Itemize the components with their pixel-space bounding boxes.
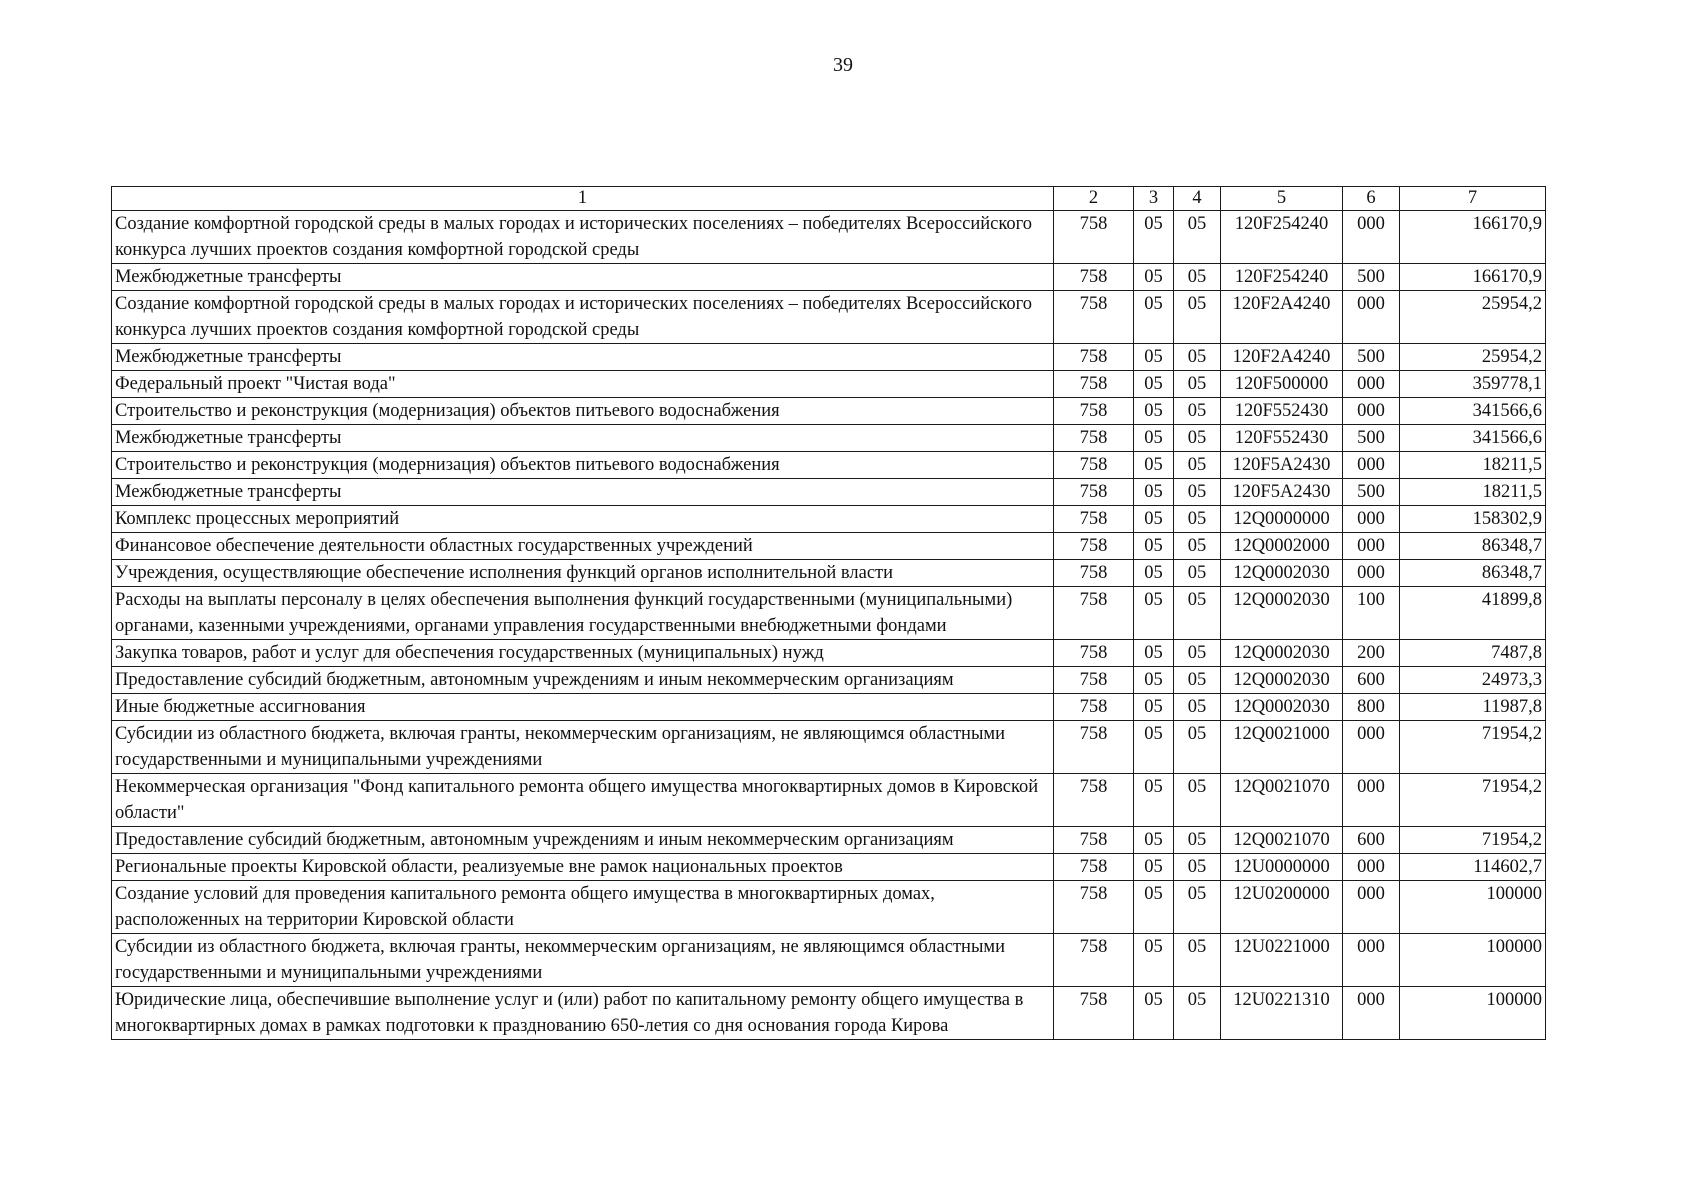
ministry-code-cell: 758 xyxy=(1054,452,1134,479)
subsection-cell: 05 xyxy=(1174,452,1221,479)
table-row xyxy=(112,987,1546,1040)
expense-type-cell: 600 xyxy=(1343,667,1400,694)
target-article-cell: 120F5A2430 xyxy=(1221,479,1343,506)
amount-cell: 86348,7 xyxy=(1400,533,1546,560)
section-cell: 05 xyxy=(1134,827,1174,854)
section-cell: 05 xyxy=(1134,881,1174,934)
amount-cell: 86348,7 xyxy=(1400,560,1546,587)
row-name-cell: Закупка товаров, работ и услуг для обеспечения государственных (муниципальных) нужд xyxy=(112,640,1054,667)
table-row xyxy=(112,640,1546,667)
target-article-cell: 120F500000 xyxy=(1221,371,1343,398)
row-name-cell: Строительство и реконструкция (модернизация) объектов питьевого водоснабжения xyxy=(112,452,1054,479)
ministry-code-cell: 758 xyxy=(1054,560,1134,587)
subsection-cell: 05 xyxy=(1174,827,1221,854)
table-row xyxy=(112,291,1546,344)
subsection-cell: 05 xyxy=(1174,291,1221,344)
table-row xyxy=(112,934,1546,987)
amount-cell: 25954,2 xyxy=(1400,344,1546,371)
amount-cell: 71954,2 xyxy=(1400,827,1546,854)
row-name-cell: Некоммерческая организация "Фонд капитального ремонта общего имущества многоквартирных домов в Кировской области" xyxy=(112,774,1054,827)
table-row xyxy=(112,452,1546,479)
expense-type-cell: 000 xyxy=(1343,560,1400,587)
section-cell: 05 xyxy=(1134,934,1174,987)
subsection-cell: 05 xyxy=(1174,425,1221,452)
subsection-cell: 05 xyxy=(1174,881,1221,934)
row-name-cell: Предоставление субсидий бюджетным, автономным учреждениям и иным некоммерческим организациям xyxy=(112,827,1054,854)
subsection-cell: 05 xyxy=(1174,987,1221,1040)
section-cell: 05 xyxy=(1134,587,1174,640)
ministry-code-cell: 758 xyxy=(1054,881,1134,934)
ministry-code-cell: 758 xyxy=(1054,479,1134,506)
target-article-cell: 120F552430 xyxy=(1221,425,1343,452)
expense-type-cell: 000 xyxy=(1343,934,1400,987)
subsection-cell: 05 xyxy=(1174,371,1221,398)
expense-type-cell: 500 xyxy=(1343,264,1400,291)
ministry-code-cell: 758 xyxy=(1054,425,1134,452)
expense-type-cell: 000 xyxy=(1343,721,1400,774)
section-cell: 05 xyxy=(1134,452,1174,479)
section-cell: 05 xyxy=(1134,344,1174,371)
row-name-cell: Финансовое обеспечение деятельности областных государственных учреждений xyxy=(112,533,1054,560)
expense-type-cell: 000 xyxy=(1343,987,1400,1040)
ministry-code-cell: 758 xyxy=(1054,264,1134,291)
table-row xyxy=(112,533,1546,560)
expense-type-cell: 500 xyxy=(1343,479,1400,506)
header-col-5: 5 xyxy=(1221,187,1343,211)
header-col-4: 4 xyxy=(1174,187,1221,211)
subsection-cell: 05 xyxy=(1174,344,1221,371)
amount-cell: 18211,5 xyxy=(1400,479,1546,506)
ministry-code-cell: 758 xyxy=(1054,667,1134,694)
section-cell: 05 xyxy=(1134,560,1174,587)
section-cell: 05 xyxy=(1134,479,1174,506)
table-row xyxy=(112,881,1546,934)
target-article-cell: 12Q0000000 xyxy=(1221,506,1343,533)
ministry-code-cell: 758 xyxy=(1054,587,1134,640)
amount-cell: 158302,9 xyxy=(1400,506,1546,533)
amount-cell: 341566,6 xyxy=(1400,425,1546,452)
section-cell: 05 xyxy=(1134,533,1174,560)
ministry-code-cell: 758 xyxy=(1054,371,1134,398)
expense-type-cell: 500 xyxy=(1343,425,1400,452)
row-name-cell: Межбюджетные трансферты xyxy=(112,425,1054,452)
target-article-cell: 120F254240 xyxy=(1221,264,1343,291)
expense-type-cell: 600 xyxy=(1343,827,1400,854)
ministry-code-cell: 758 xyxy=(1054,721,1134,774)
header-col-2: 2 xyxy=(1054,187,1134,211)
header-row xyxy=(112,187,1546,211)
expense-type-cell: 100 xyxy=(1343,587,1400,640)
expense-type-cell: 000 xyxy=(1343,533,1400,560)
subsection-cell: 05 xyxy=(1174,774,1221,827)
table-row xyxy=(112,774,1546,827)
ministry-code-cell: 758 xyxy=(1054,344,1134,371)
table-row xyxy=(112,506,1546,533)
subsection-cell: 05 xyxy=(1174,533,1221,560)
table-row xyxy=(112,398,1546,425)
subsection-cell: 05 xyxy=(1174,506,1221,533)
subsection-cell: 05 xyxy=(1174,640,1221,667)
ministry-code-cell: 758 xyxy=(1054,934,1134,987)
subsection-cell: 05 xyxy=(1174,479,1221,506)
section-cell: 05 xyxy=(1134,371,1174,398)
expense-type-cell: 000 xyxy=(1343,881,1400,934)
target-article-cell: 12Q0021070 xyxy=(1221,774,1343,827)
amount-cell: 359778,1 xyxy=(1400,371,1546,398)
ministry-code-cell: 758 xyxy=(1054,827,1134,854)
subsection-cell: 05 xyxy=(1174,211,1221,264)
ministry-code-cell: 758 xyxy=(1054,640,1134,667)
target-article-cell: 12Q0002030 xyxy=(1221,587,1343,640)
amount-cell: 24973,3 xyxy=(1400,667,1546,694)
row-name-cell: Субсидии из областного бюджета, включая гранты, некоммерческим организациям, не являющимся областными государственными и муниципальными учреждениями xyxy=(112,721,1054,774)
section-cell: 05 xyxy=(1134,264,1174,291)
amount-cell: 11987,8 xyxy=(1400,694,1546,721)
table-row xyxy=(112,721,1546,774)
row-name-cell: Комплекс процессных мероприятий xyxy=(112,506,1054,533)
ministry-code-cell: 758 xyxy=(1054,694,1134,721)
ministry-code-cell: 758 xyxy=(1054,533,1134,560)
table-row xyxy=(112,344,1546,371)
ministry-code-cell: 758 xyxy=(1054,987,1134,1040)
row-name-cell: Строительство и реконструкция (модернизация) объектов питьевого водоснабжения xyxy=(112,398,1054,425)
section-cell: 05 xyxy=(1134,854,1174,881)
amount-cell: 166170,9 xyxy=(1400,264,1546,291)
row-name-cell: Межбюджетные трансферты xyxy=(112,344,1054,371)
row-name-cell: Региональные проекты Кировской области, реализуемые вне рамок национальных проектов xyxy=(112,854,1054,881)
row-name-cell: Учреждения, осуществляющие обеспечение исполнения функций органов исполнительной власти xyxy=(112,560,1054,587)
section-cell: 05 xyxy=(1134,506,1174,533)
target-article-cell: 12U0200000 xyxy=(1221,881,1343,934)
ministry-code-cell: 758 xyxy=(1054,211,1134,264)
subsection-cell: 05 xyxy=(1174,667,1221,694)
table-row xyxy=(112,560,1546,587)
header-col-3: 3 xyxy=(1134,187,1174,211)
subsection-cell: 05 xyxy=(1174,934,1221,987)
amount-cell: 41899,8 xyxy=(1400,587,1546,640)
section-cell: 05 xyxy=(1134,398,1174,425)
target-article-cell: 120F254240 xyxy=(1221,211,1343,264)
row-name-cell: Создание комфортной городской среды в малых городах и исторических поселениях – победителях Всероссийского конкурса лучших проектов создания комфортной городской среды xyxy=(112,291,1054,344)
row-name-cell: Предоставление субсидий бюджетным, автономным учреждениям и иным некоммерческим организациям xyxy=(112,667,1054,694)
ministry-code-cell: 758 xyxy=(1054,506,1134,533)
row-name-cell: Создание условий для проведения капитального ремонта общего имущества в многоквартирных домах, расположенных на территории Кировской области xyxy=(112,881,1054,934)
target-article-cell: 12Q0002000 xyxy=(1221,533,1343,560)
row-name-cell: Межбюджетные трансферты xyxy=(112,264,1054,291)
table-row xyxy=(112,854,1546,881)
subsection-cell: 05 xyxy=(1174,398,1221,425)
target-article-cell: 12Q0002030 xyxy=(1221,667,1343,694)
expense-type-cell: 000 xyxy=(1343,506,1400,533)
table-row xyxy=(112,694,1546,721)
ministry-code-cell: 758 xyxy=(1054,291,1134,344)
target-article-cell: 120F2A4240 xyxy=(1221,291,1343,344)
header-col-1: 1 xyxy=(112,187,1054,211)
ministry-code-cell: 758 xyxy=(1054,854,1134,881)
target-article-cell: 120F5A2430 xyxy=(1221,452,1343,479)
expense-type-cell: 000 xyxy=(1343,854,1400,881)
table-row xyxy=(112,264,1546,291)
subsection-cell: 05 xyxy=(1174,721,1221,774)
row-name-cell: Юридические лица, обеспечившие выполнение услуг и (или) работ по капитальному ремонту общего имущества в многоквартирных домах в рамках подготовки к празднованию 650-летия со дня основания города Кирова xyxy=(112,987,1054,1040)
amount-cell: 341566,6 xyxy=(1400,398,1546,425)
target-article-cell: 12U0000000 xyxy=(1221,854,1343,881)
amount-cell: 18211,5 xyxy=(1400,452,1546,479)
expense-type-cell: 500 xyxy=(1343,344,1400,371)
table-row xyxy=(112,425,1546,452)
row-name-cell: Расходы на выплаты персоналу в целях обеспечения выполнения функций государственными (муниципальными) органами, казенными учреждениями, органами управления государственными внебюджетными фондами xyxy=(112,587,1054,640)
row-name-cell: Федеральный проект "Чистая вода" xyxy=(112,371,1054,398)
header-col-7: 7 xyxy=(1400,187,1546,211)
subsection-cell: 05 xyxy=(1174,694,1221,721)
amount-cell: 100000 xyxy=(1400,881,1546,934)
target-article-cell: 120F552430 xyxy=(1221,398,1343,425)
target-article-cell: 12Q0021070 xyxy=(1221,827,1343,854)
expense-type-cell: 000 xyxy=(1343,452,1400,479)
table-row xyxy=(112,827,1546,854)
expense-type-cell: 200 xyxy=(1343,640,1400,667)
table-row xyxy=(112,667,1546,694)
amount-cell: 25954,2 xyxy=(1400,291,1546,344)
expense-type-cell: 800 xyxy=(1343,694,1400,721)
target-article-cell: 120F2A4240 xyxy=(1221,344,1343,371)
amount-cell: 7487,8 xyxy=(1400,640,1546,667)
section-cell: 05 xyxy=(1134,694,1174,721)
amount-cell: 114602,7 xyxy=(1400,854,1546,881)
expense-type-cell: 000 xyxy=(1343,774,1400,827)
row-name-cell: Создание комфортной городской среды в малых городах и исторических поселениях – победителях Всероссийского конкурса лучших проектов создания комфортной городской среды xyxy=(112,211,1054,264)
target-article-cell: 12Q0002030 xyxy=(1221,694,1343,721)
target-article-cell: 12Q0002030 xyxy=(1221,640,1343,667)
expense-type-cell: 000 xyxy=(1343,211,1400,264)
budget-table xyxy=(111,186,1546,1040)
table-row xyxy=(112,479,1546,506)
table-body xyxy=(112,211,1546,1040)
target-article-cell: 12U0221000 xyxy=(1221,934,1343,987)
ministry-code-cell: 758 xyxy=(1054,398,1134,425)
table-row xyxy=(112,371,1546,398)
subsection-cell: 05 xyxy=(1174,264,1221,291)
section-cell: 05 xyxy=(1134,667,1174,694)
amount-cell: 100000 xyxy=(1400,987,1546,1040)
subsection-cell: 05 xyxy=(1174,854,1221,881)
header-col-6: 6 xyxy=(1343,187,1400,211)
section-cell: 05 xyxy=(1134,211,1174,264)
subsection-cell: 05 xyxy=(1174,560,1221,587)
amount-cell: 166170,9 xyxy=(1400,211,1546,264)
section-cell: 05 xyxy=(1134,721,1174,774)
expense-type-cell: 000 xyxy=(1343,371,1400,398)
section-cell: 05 xyxy=(1134,425,1174,452)
target-article-cell: 12U0221310 xyxy=(1221,987,1343,1040)
section-cell: 05 xyxy=(1134,774,1174,827)
ministry-code-cell: 758 xyxy=(1054,774,1134,827)
section-cell: 05 xyxy=(1134,640,1174,667)
target-article-cell: 12Q0002030 xyxy=(1221,560,1343,587)
row-name-cell: Субсидии из областного бюджета, включая гранты, некоммерческим организациям, не являющимся областными государственными и муниципальными учреждениями xyxy=(112,934,1054,987)
page-number: 39 xyxy=(833,54,853,76)
target-article-cell: 12Q0021000 xyxy=(1221,721,1343,774)
amount-cell: 71954,2 xyxy=(1400,721,1546,774)
subsection-cell: 05 xyxy=(1174,587,1221,640)
table-row xyxy=(112,211,1546,264)
amount-cell: 71954,2 xyxy=(1400,774,1546,827)
expense-type-cell: 000 xyxy=(1343,398,1400,425)
section-cell: 05 xyxy=(1134,291,1174,344)
amount-cell: 100000 xyxy=(1400,934,1546,987)
row-name-cell: Межбюджетные трансферты xyxy=(112,479,1054,506)
row-name-cell: Иные бюджетные ассигнования xyxy=(112,694,1054,721)
table-row xyxy=(112,587,1546,640)
section-cell: 05 xyxy=(1134,987,1174,1040)
expense-type-cell: 000 xyxy=(1343,291,1400,344)
